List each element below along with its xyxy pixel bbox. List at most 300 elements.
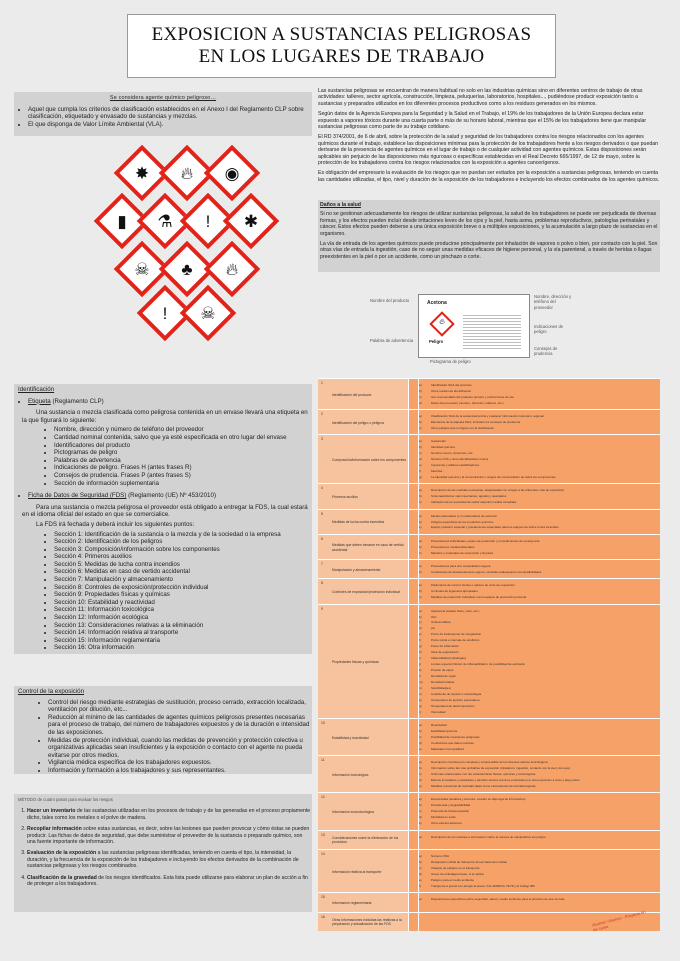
- fds-table-section-number: 16: [321, 914, 325, 919]
- steps-list: [14, 808, 312, 887]
- fds-table-section-number: 1: [321, 381, 323, 385]
- fds-table-line-text: Punto inicial e intervalo de ebullición: [431, 638, 480, 643]
- fds-table-section-cell: [318, 756, 409, 793]
- agent-item: • El que disponga de Valor Límite Ambiental (VLA).: [28, 121, 312, 129]
- fds-table-divider: [408, 756, 419, 793]
- fds-text: Para una sustancia o mezcla peligrosa el proveedor está obligado a entregar la FDS, la cual estará en el idioma oficial del estado en que se comercialice.: [22, 503, 308, 519]
- fds-table-line-key: c): [419, 620, 422, 625]
- fds-table-content-cell: [419, 511, 657, 534]
- intro-paragraph: Las sustancias peligrosas se encuentran de manera habitual no solo en las industrias químicas sino en diferentes centros de trabajo de otras actividades: talleres, sector agrícola, construcción, limpieza, peluquerías, laboratorios, hospitales..., pudiéndose producir exposición tanto a sustancias y preparados utilizados en los diferentes procesos productivos como a los residuos generados en los mismos.: [318, 88, 643, 107]
- fds-table-line-text: Apariencia (estado físico, color, etc.): [431, 608, 480, 613]
- step-item: [27, 826, 312, 845]
- fds-table-line-text: Temperatura de descomposición: [431, 703, 475, 708]
- health-panel: [318, 200, 660, 272]
- fds-table-content-cell: [419, 606, 657, 719]
- fds-table-line-key: b): [419, 766, 422, 771]
- intro-paragraph: Según datos de la Agencia Europea para la Seguridad y la Salud en el Trabajo, el 19% de los trabajadores de la Unión Europea declara estar expuesto a vapores tóxicos durante una cuarta parte o más de su horario laboral, mientras que el 15% de los trabajadores tiene que manipular sustancias peligrosas como parte de su trabajo cotidiano.: [318, 111, 647, 131]
- fds-table-line-key: f): [419, 638, 421, 643]
- fds-table-line-key: c): [419, 595, 422, 600]
- fds-table-line-text: Inflamabilidad (sólido/gas): [431, 656, 466, 661]
- control-list: [14, 699, 312, 775]
- agent-definition-box: [14, 92, 312, 136]
- label-flame-icon: 🔥︎: [439, 317, 445, 326]
- fds-list: [14, 492, 312, 500]
- fds-table-divider: [408, 793, 419, 830]
- fds-table-line-key: d): [419, 626, 422, 631]
- label-item: • Consejos de prudencia. Frases P (antes frases S): [54, 472, 312, 480]
- fds-table-row: [318, 718, 660, 756]
- fds-table-line-key: a): [419, 853, 422, 858]
- skull-icon: ☠: [200, 303, 216, 323]
- fds-table-row: [318, 892, 660, 912]
- fds-table-line-key: c): [419, 550, 422, 555]
- fds-table-line-key: b): [419, 388, 422, 393]
- fds-table-line-key: c): [419, 525, 422, 530]
- fds-table-line-text: Viscosidad: [431, 709, 446, 714]
- fds-table-section-cell: [318, 510, 409, 535]
- fds-table-line-text: Peligros para el medio ambiente: [431, 877, 475, 882]
- fds-table-line-text: Otros medios de identificación: [431, 388, 472, 393]
- fds-section: • Sección 9: Propiedades físicas y químicas: [54, 591, 312, 599]
- label-card: [418, 294, 530, 358]
- fds-table-line-key: b): [419, 803, 422, 808]
- fds-table-line: [419, 897, 657, 903]
- fds-table-content-cell: [419, 720, 657, 755]
- fds-table-line-key: o): [419, 691, 422, 696]
- fds-table-section-label: Información toxicológica: [332, 772, 369, 777]
- health-paragraph: Si no se gestionan adecuadamente los riesgos de utilizar sustancias peligrosas, la salud de los trabajadores se puede ver perjudicada de diversas formas, y los efectos pueden incluir desde irritaciones leves de los ojos y la piel, hasta asma, problemas reproductivos, patologías perinatales y cáncer. Estos efectos pueden deberse a una única exposición breve o a múltiples exposiciones, y la acumulación a largo plazo de sustancias en el organismo.: [320, 211, 658, 237]
- title-line-2: EN LOS LUGARES DE TRABAJO: [198, 46, 485, 67]
- fds-table-line-text: Condiciones de almacenamiento seguro, incluidas cualesquiera incompatibilidades: [431, 569, 542, 574]
- fds-table-line-key: g): [419, 475, 422, 480]
- health-heading: Daños a la salud: [320, 202, 361, 208]
- fds-table-divider: [408, 850, 419, 893]
- fds-section: • Sección 12: Información ecológica: [54, 614, 312, 622]
- fds-table-section-label: Identificación del peligro o peligros: [332, 420, 385, 425]
- gas-cylinder-icon: ▮: [117, 211, 127, 231]
- fds-table-line-key: h): [419, 650, 422, 655]
- fds-table-line-key: a): [419, 897, 422, 902]
- fds-table-row: [318, 578, 660, 604]
- fds-table-line-text: Número ONU: [431, 853, 450, 858]
- fds-table-section-number: 7: [321, 561, 323, 566]
- fds-section: • Sección 7: Manipulación y almacenamiento: [54, 576, 312, 584]
- fds-table-line-text: Síntomas relacionados con las características físicas, químicas y toxicológicas: [431, 772, 536, 777]
- fds-table-line-key: b): [419, 519, 422, 524]
- fds-table-line-key: b): [419, 420, 422, 425]
- fds-table-line-key: a): [419, 723, 422, 728]
- fds-table-section-cell: [318, 913, 409, 931]
- fds-table-line-key: e): [419, 632, 422, 637]
- fds-table-line-text: La identidad química y la concentración o rangos de concentración de todos los componentes: [431, 475, 556, 480]
- fds-table-line-text: Medios adecuados (y no adecuados) de extinción: [431, 513, 498, 518]
- fds-table-divider: [408, 379, 419, 410]
- fds-table-content-cell: [419, 894, 657, 911]
- fds-table-content-cell: [419, 436, 657, 483]
- fds-table-section-cell: [318, 535, 409, 560]
- fds-table-line-text: Descripción de los residuos e información sobre la manera de manipularlos sin peligro: [431, 834, 546, 839]
- fds-table-line-text: Olor: [431, 614, 437, 619]
- fds-table-line-key: e): [419, 784, 422, 789]
- fds-table-line-text: Coeficiente de reparto n-octanol/agua: [431, 691, 482, 696]
- fds-table-divider: [408, 535, 419, 560]
- fds-section: • Sección 4: Primeros auxilios: [54, 553, 312, 561]
- fds-table-line-key: b): [419, 589, 422, 594]
- fds-table-line-text: Controles de ingeniería apropiados: [431, 589, 478, 594]
- fds-table-section-label: Controles de exposición/protección individual: [332, 589, 400, 594]
- step-bold: Evaluación de la exposición: [27, 850, 97, 857]
- control-item: • Control del riesgo mediante estrategias de sustitución, proceso cerrado, extracción localizada, ventilación por dilución, etc...: [48, 699, 312, 714]
- fds-table-line-key: b): [419, 569, 422, 574]
- fds-table-line-key: e): [419, 877, 422, 882]
- fds-table-line-text: Precauciones para una manipulación segura: [431, 563, 491, 568]
- label-figure: [370, 284, 570, 370]
- label-text-block: [463, 313, 521, 351]
- fds-table-line-text: Datos del proveedor (nombre, dirección, teléfono, etc.): [431, 400, 504, 405]
- fds-table-line-key: d): [419, 871, 422, 876]
- label-item: • Pictogramas de peligro: [54, 449, 312, 457]
- fds-table-line-key: a): [419, 608, 422, 613]
- fds-table-row: [318, 755, 660, 793]
- fds-table-line: [419, 710, 657, 716]
- fds-table-line: [419, 401, 657, 407]
- fds-table-row: [318, 434, 660, 484]
- step-bold: Recopilar información: [27, 826, 82, 833]
- step-item: [27, 808, 312, 821]
- fds-table-divider: [408, 560, 419, 579]
- fds-table-line-text: Ecotoxicidad (acuática y terrestre, cuando se disponga de información): [431, 797, 526, 802]
- fds-table-line-text: Elementos de la etiqueta SGA, incluidos los consejos de prudencia: [431, 420, 521, 425]
- fds-table-line-key: a): [419, 513, 422, 518]
- fds-table-line-key: a): [419, 834, 422, 839]
- fds-table-line-key: a): [419, 538, 422, 543]
- fds-table-line-text: Medidas numéricas de toxicidad (tales como estimaciones de toxicidad aguda): [431, 784, 536, 789]
- fds-table-content-cell: [419, 380, 657, 409]
- fds-table-line-text: Punto de fusión/punto de congelación: [431, 632, 482, 637]
- title-box: [127, 14, 556, 78]
- control-item: • Medidas de protección individual, cuando las medidas de prevención y protección colectiva u organizativas aplicadas sean insuficientes y la exposición o contacto con el agente no pueda evitarse por otros medios.: [48, 737, 312, 760]
- fds-table-section-number: 8: [321, 581, 323, 586]
- fds-table-content-cell: [419, 411, 657, 434]
- fds-table-line-key: g): [419, 644, 422, 649]
- flame-over-circle-icon: ◉: [224, 163, 240, 183]
- fds-table-row: [318, 830, 660, 850]
- fds-table-section-cell: [318, 379, 409, 410]
- flame-icon: 🔥︎: [180, 163, 194, 183]
- fds-table-line-key: n): [419, 685, 422, 690]
- fds-table-line-text: Parámetros de control: límites o valores de corte de exposición: [431, 583, 515, 588]
- fds-table-line-text: Movilidad en suelo: [431, 815, 456, 820]
- environment-icon: ♣: [181, 259, 193, 279]
- fds-table-divider: [408, 605, 419, 720]
- fds-table-line-key: e): [419, 821, 422, 826]
- label-item: • Sección de información suplementaria: [54, 480, 312, 488]
- intro-paragraph: El RD 374/2001, de 6 de abril, sobre la protección de la salud y seguridad de los trabajadores contra los riesgos relacionados con los agentes químicos durante el trabajo, establece las disposiciones mínimas para la protección de los trabajadores frente a los riesgos derivados o que puedan derivarse de la presencia de agentes químicos en el lugar de trabajo o de cualquier actividad con agentes químicos. Estas disposiciones serán aplicables sin perjuicio de las disposiciones más rigurosas o específicas establecidas en el Real Decreto 665/1997, de 12 de mayo, sobre la protección de los trabajadores contra los riesgos relacionados con la exposición a agentes cancerígenos.: [318, 134, 658, 167]
- fds-table-line: [419, 551, 657, 557]
- fds-table-section-number: 15: [321, 895, 325, 900]
- fds-table-row: [318, 378, 660, 410]
- fds-section: • Sección 1: Identificación de la sustancia o la mezcla y de la sociedad o la empresa: [54, 531, 312, 539]
- fds-table-section-number: 14: [321, 851, 325, 856]
- label-title: Etiqueta: [28, 397, 51, 405]
- control-panel: [14, 686, 312, 774]
- fds-section: • Sección 8: Controles de exposición/protección individual: [54, 584, 312, 592]
- fds-table-section-label: Propiedades físicas y químicas: [332, 659, 379, 664]
- fds-table-line-text: Información sobre las vías probables de exposición (inhalación, ingestión, contacto con la piel y los ojos): [431, 766, 570, 771]
- label-note: Nombre, dirección y teléfono del proveedor: [534, 294, 572, 310]
- fds-table-line-text: Uso recomendado del producto químico y restricciones de uso: [431, 394, 515, 399]
- fds-title: Ficha de Datos de Seguridad (FDS): [28, 492, 127, 500]
- fds-table-section-number: 5: [321, 511, 323, 516]
- fds-table-line-text: Clase(s) de peligros en el transporte: [431, 865, 480, 870]
- fds-table-line-text: Nombre común, sinónimos, etc.: [431, 451, 474, 456]
- fds-table-line-key: c): [419, 394, 422, 399]
- fds-table-line-key: c): [419, 865, 422, 870]
- control-item: • Vigilancia médica específica de los trabajadores expuestos.: [48, 759, 312, 767]
- fds-table-line-key: c): [419, 772, 422, 777]
- agent-item: • Aquel que cumpla los criterios de clasificación establecidos en el Anexo I del Reglamento CLP sobre clasificación, etiquetado y envasado de sustancias y mezclas.: [28, 106, 312, 121]
- label-item: • Palabras de advertencia: [54, 457, 312, 465]
- agent-list: [14, 106, 312, 129]
- fds-table-line-text: Tasa de evaporación: [431, 650, 459, 655]
- fds-table-line-key: c): [419, 735, 422, 740]
- fds-table-section-cell: [318, 831, 409, 850]
- fds-table-section-number: 12: [321, 795, 325, 800]
- fds-table-row: [318, 792, 660, 830]
- fds-table-section-cell: [318, 793, 409, 830]
- fds-table-section-cell: [318, 435, 409, 484]
- fds-table-section-cell: [318, 410, 409, 435]
- control-heading: Control de la exposición: [18, 688, 85, 695]
- fds-table-line: [419, 595, 657, 601]
- fds-table-line-text: Medidas de protección individual, como equipos de protección personal: [431, 595, 527, 600]
- label-item: • Identificadores del producto: [54, 442, 312, 450]
- fds-table-line-key: b): [419, 859, 422, 864]
- control-item: • Reducción al mínimo de las cantidades de agentes químicos peligrosos presentes necesarias para el proceso de trabajo, del número de trabajadores expuestos y de la duración e intensidad de las exposiciones.: [48, 714, 312, 737]
- fds-table-line-key: q): [419, 703, 422, 708]
- fds-table-line-key: e): [419, 463, 422, 468]
- fds-table-row: [318, 604, 660, 720]
- identification-list: [14, 398, 312, 406]
- fds-table-section-label: Primeros auxilios: [332, 494, 358, 499]
- fds-table-line-key: a): [419, 760, 422, 765]
- fds-table-line-key: p): [419, 697, 422, 702]
- fds-table-line: [419, 570, 657, 576]
- fds-table-line-text: Temperatura de ignición espontánea: [431, 697, 480, 702]
- fds-table-line-key: d): [419, 741, 422, 746]
- fds-section: • Sección 10: Estabilidad y reactividad: [54, 599, 312, 607]
- fds-table-line-text: Sustancias:: [431, 439, 447, 444]
- fds-table-content-cell: [419, 757, 657, 792]
- fds-table-line-key: l): [419, 674, 421, 679]
- fds-table-line-text: Indicación de la necesidad de recibir atención médica inmediata: [431, 500, 517, 505]
- fds-table-line-text: Identificador SGA del producto: [431, 383, 472, 387]
- fds-table-line-text: Potencial de bioacumulación: [431, 809, 470, 814]
- fds-table-line-text: Otros efectos adversos: [431, 821, 462, 826]
- fds-table-section-label: Medidas de lucha contra incendios: [332, 520, 385, 525]
- signature: Alumna / Alumno · Proyecto fin de curso: [591, 909, 647, 933]
- fds-table-divider: [408, 510, 419, 535]
- fds-table-content-cell: [419, 851, 657, 892]
- exclamation-icon: !: [162, 303, 168, 323]
- fds-section: • Sección 15: Información reglamentaria: [54, 637, 312, 645]
- fds-table-line-key: a): [419, 414, 422, 419]
- fds-table-section-number: 13: [321, 832, 325, 837]
- label-note: Indicaciones de peligro: [534, 324, 564, 335]
- fds-table-section-label: Otras informaciones incluidas las relativas a la preparación y actualización de las FDS: [332, 918, 402, 927]
- fds-section: • Sección 14: Información relativa al transporte: [54, 629, 312, 637]
- fds-table-line: [419, 426, 657, 432]
- fds-table-line-key: d): [419, 815, 422, 820]
- fds-table-divider: [408, 719, 419, 756]
- fds-table-section-label: Estabilidad y reactividad: [332, 735, 369, 740]
- corrosion-icon: ⚗: [157, 211, 173, 231]
- fds-table-divider: [408, 893, 419, 912]
- fds-table-line-key: a): [419, 439, 422, 444]
- fds-table-line-text: Descripción concisa pero completa y comprensible de los diversos efectos toxicológicos: [431, 760, 548, 765]
- fds-table-line-key: m): [419, 680, 423, 685]
- step-text: sobre estas sustancias, es decir, sobre las lesiones que pueden provocar y cómo éstas se pueden producir. Las fichas de datos de seguridad, que debe suministrar el proveedor de la sustancia o preparado químico, son una fuente importante de información.: [27, 826, 310, 845]
- fds-table-line-text: Condiciones que deben evitarse: [431, 741, 474, 746]
- fds-table-line-key: b): [419, 445, 422, 450]
- fds-table-line-key: b): [419, 544, 422, 549]
- fds-table-line: [419, 475, 657, 481]
- fds-table-line-key: d): [419, 457, 422, 462]
- fds-table-line-text: Efectos inmediatos y retardados y también efectos crónicos producidos por una exposición a corto y largo plazo: [431, 778, 580, 783]
- fds-section: • Sección 5: Medidas de lucha contra incendios: [54, 561, 312, 569]
- step-bold: Hacer un inventario: [27, 808, 76, 815]
- label-note: Nombre del producto: [370, 298, 410, 303]
- fds-table-line-text: Solubilidad(es): [431, 685, 451, 690]
- label-item: • Indicaciones de peligro. Frases H (antes frases R): [54, 464, 312, 472]
- label-item: • Cantidad nominal contenida, salvo que ya esté especificada en otro lugar del envase: [54, 434, 312, 442]
- health-paragraph: La vía de entrada de los agentes químicos puede producirse principalmente por inhalación de vapores o polvo o bien, por contacto con la piel. Son otras vías de entrada la ingestión, caso de no seguir unas medidas eficaces de higiene personal, y la vía parenteral, a través de heridas o llagas preexistentes en la piel o por un accidente, como un pinchazo o corte.: [320, 241, 658, 260]
- skull-icon: ☠: [134, 259, 150, 279]
- fds-table-line-text: Peligros específicos de los productos químicos: [431, 519, 494, 524]
- fds-table-line-text: Precauciones medioambientales: [431, 544, 475, 549]
- fds-section: • Sección 2: Identificación de los peligros: [54, 538, 312, 546]
- intro-text: [318, 88, 660, 183]
- health-hazard-icon: ✱: [243, 211, 259, 231]
- fds-table-divider: [408, 831, 419, 850]
- fds-table-row: [318, 849, 660, 893]
- fds-table-line-key: b): [419, 614, 422, 619]
- fds-table-line-text: Número CAS y otros identificadores únicos: [431, 457, 489, 462]
- fds-section: • Sección 11: Información toxicológica: [54, 606, 312, 614]
- fds-table-line-key: a): [419, 488, 422, 493]
- fds-table-line-text: Materiales incompatibles: [431, 747, 465, 751]
- fds-table-line-text: Designación oficial de transporte de las Naciones Unidas: [431, 859, 507, 864]
- fds-table-content-cell: [419, 580, 657, 603]
- fds-table-line-text: Presión de vapor: [431, 668, 454, 673]
- label-item: • Nombre, dirección y número de teléfono del proveedor: [54, 426, 312, 434]
- fds-table: [318, 378, 660, 931]
- fds-table-line-text: Punto de inflamación: [431, 644, 460, 649]
- flame-icon: 🔥︎: [225, 259, 239, 279]
- fds-table-line-key: e): [419, 747, 422, 751]
- fds-table-line-text: Persistencia y degradabilidad: [431, 803, 471, 808]
- fds-table-line-text: Posibilidad de reacciones peligrosas: [431, 735, 480, 740]
- step-text: de los riesgos identificados. Esta lista puede utilizarse para elaborar un plan de acción a fin de proteger a los trabajadores.: [27, 874, 308, 887]
- fds-table-line-text: pH: [431, 626, 435, 631]
- fds-table-line-key: a): [419, 383, 422, 387]
- fds-table-section-cell: [318, 484, 409, 509]
- fds-table-content-cell: [419, 536, 657, 559]
- fds-table-section-number: 11: [321, 758, 325, 763]
- fds-section: • Sección 13: Consideraciones relativas a la eliminación: [54, 622, 312, 630]
- fds-table-section-label: Identificación del producto: [332, 392, 372, 397]
- fds-table-section-number: 9: [321, 606, 323, 611]
- fds-table-section-label: Manipulación y almacenamiento: [332, 567, 381, 572]
- fds-table-line-text: Descripción de las medidas necesarias, desglosadas con arreglo a las diferentes vías de exposición: [431, 488, 565, 493]
- fds-table-line-key: k): [419, 668, 422, 673]
- fds-table-content-cell: [419, 561, 657, 578]
- fds-table-content-cell: [419, 485, 657, 508]
- label-ref: (Reglamento CLP): [52, 397, 104, 405]
- fds-section: • Sección 16: Otra información: [54, 644, 312, 652]
- fds-table-line-text: Disposiciones específicas sobre seguridad, salud y medio ambiente para el producto de que se trate: [431, 897, 565, 902]
- fds-table-line: [419, 884, 657, 890]
- fds-table-divider: [408, 435, 419, 484]
- fds-table-row: [318, 509, 660, 535]
- fds-table-divider: [408, 484, 419, 509]
- fds-table-line-key: f): [419, 883, 421, 888]
- fds-table-section-cell: [318, 579, 409, 604]
- fds-table-line-key: a): [419, 563, 422, 568]
- fds-section: • Sección 3: Composición/información sobre los componentes: [54, 546, 312, 554]
- fds-table-section-number: 2: [321, 412, 323, 417]
- fds-table-line-key: c): [419, 451, 422, 456]
- fds-table-line-text: Mezclas:: [431, 469, 443, 474]
- fds-table-row: [318, 409, 660, 435]
- fds-table-line-text: Transporte a granel con arreglo al anexo II de MARPOL 73/78 y al Código IBC: [431, 883, 536, 888]
- fds-table-line-text: Síntomas/efectos más importantes, agudos y retardados: [431, 494, 507, 499]
- label-text: Una sustancia o mezcla clasificada como peligrosa contenida en un envase llevará una etiqueta en la que figurará lo siguiente:: [22, 409, 308, 424]
- fds-table-section-number: 10: [321, 721, 325, 726]
- fds-table-line-key: i): [419, 656, 421, 661]
- fds-text: La FDS irá fechada y deberá incluir los siguientes puntos:: [36, 520, 195, 528]
- fds-table-section-cell: [318, 850, 409, 893]
- fds-table-line: [419, 525, 657, 531]
- fds-table-line-key: c): [419, 500, 422, 505]
- step-item: [27, 875, 312, 888]
- fds-table-section-cell: [318, 719, 409, 756]
- fds-ref: (Reglamento (UE) Nº 453/2010): [128, 492, 217, 500]
- fds-table-line-text: Identidad química: [431, 445, 455, 450]
- label-note: Consejos de prudencia: [534, 346, 558, 357]
- fds-table-line-text: Reactividad: [431, 723, 447, 728]
- fds-table-row: [318, 534, 660, 560]
- agent-heading: Se considera agente químico peligroso…: [109, 95, 217, 101]
- fds-table-line-key: b): [419, 729, 422, 734]
- title-line-1: EXPOSICION A SUSTANCIAS PELIGROSAS: [151, 24, 532, 45]
- label-product: Acetona: [427, 300, 447, 306]
- fds-table-row: [318, 559, 660, 579]
- fds-table-section-label: Consideraciones sobre la eliminación de los productos: [332, 836, 399, 845]
- label-note: Pictograma de peligro: [430, 359, 471, 364]
- step-bold: Clasificación de la gravedad: [27, 874, 97, 881]
- fds-table-section-label: Información ecotoxicológica: [332, 809, 374, 814]
- fds-table-line-text: Umbral olfativo: [431, 620, 452, 625]
- fds-table-divider: [408, 410, 419, 435]
- fds-table-divider: [408, 579, 419, 604]
- fds-table-line-text: Clasificación SGA de la sustancia/mezcla y cualquier información nacional o regional: [431, 414, 544, 419]
- fds-table-line-key: a): [419, 797, 422, 802]
- fds-table-section-label: Composición/información sobre los componentes: [332, 457, 407, 462]
- step-text: de las sustancias utilizadas en los procesos de trabajo y de las generadas en el proceso propiamente dicho, tales como los metales o el polvo de madera.: [27, 808, 311, 821]
- exclamation-icon: !: [205, 211, 211, 231]
- step-item: [27, 850, 312, 869]
